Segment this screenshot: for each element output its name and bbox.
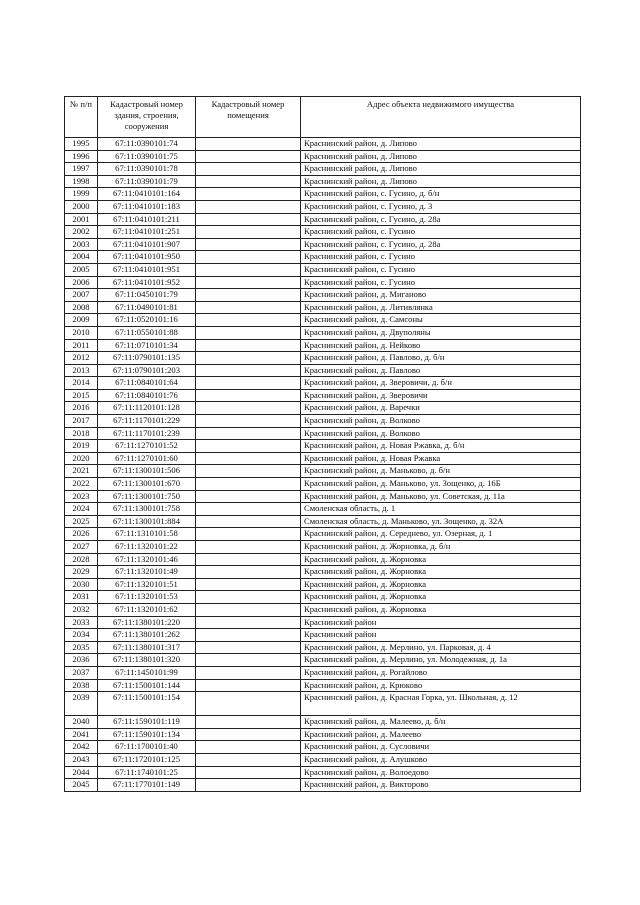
building-cadastral-number: 67:11:1590101:134	[98, 728, 196, 741]
property-table	[64, 96, 581, 792]
property-address: Краснинский район, д. Двуполяны	[301, 326, 581, 339]
table-row	[65, 251, 581, 264]
row-number: 2002	[65, 226, 98, 239]
table-row	[65, 478, 581, 491]
room-cadastral-number	[196, 779, 301, 792]
row-number: 2022	[65, 478, 98, 491]
table-row	[65, 528, 581, 541]
property-address: Краснинский район, с. Гусино	[301, 251, 581, 264]
property-address: Краснинский район, д. Крюково	[301, 679, 581, 692]
building-cadastral-number: 67:11:0410101:211	[98, 213, 196, 226]
building-cadastral-number: 67:11:1380101:220	[98, 616, 196, 629]
table-row	[65, 553, 581, 566]
room-cadastral-number	[196, 175, 301, 188]
table-row	[65, 541, 581, 554]
room-cadastral-number	[196, 276, 301, 289]
row-number: 2010	[65, 326, 98, 339]
building-cadastral-number: 67:11:1120101:128	[98, 402, 196, 415]
building-cadastral-number: 67:11:0550101:88	[98, 326, 196, 339]
table-row	[65, 415, 581, 428]
room-cadastral-number	[196, 666, 301, 679]
row-number: 2028	[65, 553, 98, 566]
building-cadastral-number: 67:11:1320101:46	[98, 553, 196, 566]
table-row	[65, 326, 581, 339]
table-row	[65, 226, 581, 239]
row-number: 2017	[65, 415, 98, 428]
room-cadastral-number	[196, 163, 301, 176]
building-cadastral-number: 67:11:0490101:81	[98, 301, 196, 314]
property-address: Краснинский район, д. Волоедово	[301, 766, 581, 779]
row-number: 1996	[65, 150, 98, 163]
building-cadastral-number: 67:11:1500101:154	[98, 692, 196, 716]
building-cadastral-number: 67:11:1500101:144	[98, 679, 196, 692]
table-row	[65, 289, 581, 302]
property-address: Краснинский район, д. Маньково, ул. Зощенко, д. 16Б	[301, 478, 581, 491]
row-number: 2007	[65, 289, 98, 302]
property-address: Краснинский район, д. Маньково, ул. Советская, д. 11а	[301, 490, 581, 503]
table-row	[65, 238, 581, 251]
table-row	[65, 490, 581, 503]
building-cadastral-number: 67:11:0390101:75	[98, 150, 196, 163]
table-row	[65, 679, 581, 692]
property-address: Краснинский район, с. Гусино	[301, 226, 581, 239]
row-number: 1995	[65, 138, 98, 151]
property-address: Краснинский район, д. Липово	[301, 175, 581, 188]
room-cadastral-number	[196, 339, 301, 352]
building-cadastral-number: 67:11:1320101:51	[98, 578, 196, 591]
property-address: Краснинский район, с. Гусино, д. 28а	[301, 238, 581, 251]
building-cadastral-number: 67:11:0450101:79	[98, 289, 196, 302]
row-number: 2015	[65, 389, 98, 402]
property-address: Краснинский район, д. Малеево	[301, 728, 581, 741]
row-number: 1998	[65, 175, 98, 188]
property-address: Краснинский район, д. Новая Ржавка, д. б/н	[301, 440, 581, 453]
room-cadastral-number	[196, 578, 301, 591]
property-address: Краснинский район, д. Жорновка	[301, 553, 581, 566]
table-row	[65, 766, 581, 779]
building-cadastral-number: 67:11:1320101:22	[98, 541, 196, 554]
building-cadastral-number: 67:11:0410101:907	[98, 238, 196, 251]
property-address: Краснинский район, д. Середнево, ул. Озерная, д. 1	[301, 528, 581, 541]
table-row	[65, 402, 581, 415]
row-number: 2036	[65, 654, 98, 667]
room-cadastral-number	[196, 251, 301, 264]
property-address: Краснинский район, д. Мерлино, ул. Молодежная, д. 1а	[301, 654, 581, 667]
table-row	[65, 200, 581, 213]
table-row	[65, 175, 581, 188]
building-cadastral-number: 67:11:1770101:149	[98, 779, 196, 792]
property-address: Краснинский район, д. Самсоны	[301, 314, 581, 327]
table-row	[65, 654, 581, 667]
table-row	[65, 163, 581, 176]
property-address: Краснинский район, д. Волково	[301, 415, 581, 428]
room-cadastral-number	[196, 138, 301, 151]
building-cadastral-number: 67:11:0790101:203	[98, 364, 196, 377]
row-number: 2020	[65, 452, 98, 465]
building-cadastral-number: 67:11:1450101:99	[98, 666, 196, 679]
property-address: Смоленская область, д. Маньково, ул. Зощенко, д. 32А	[301, 515, 581, 528]
row-number: 2006	[65, 276, 98, 289]
building-cadastral-number: 67:11:1270101:52	[98, 440, 196, 453]
building-cadastral-number: 67:11:1720101:125	[98, 753, 196, 766]
row-number: 2012	[65, 352, 98, 365]
building-cadastral-number: 67:11:1320101:62	[98, 603, 196, 616]
row-number: 2035	[65, 641, 98, 654]
building-cadastral-number: 67:11:0840101:76	[98, 389, 196, 402]
property-address: Краснинский район, д. Рогайлово	[301, 666, 581, 679]
row-number: 2009	[65, 314, 98, 327]
building-cadastral-number: 67:11:1380101:320	[98, 654, 196, 667]
property-address: Краснинский район, д. Миганово	[301, 289, 581, 302]
property-address: Краснинский район, д. Липово	[301, 150, 581, 163]
room-cadastral-number	[196, 629, 301, 642]
room-cadastral-number	[196, 641, 301, 654]
table-header-row	[65, 97, 581, 138]
property-address: Краснинский район, д. Павлово, д. б/н	[301, 352, 581, 365]
header-number: № п/п	[65, 97, 98, 138]
building-cadastral-number: 67:11:1310101:58	[98, 528, 196, 541]
row-number: 2001	[65, 213, 98, 226]
room-cadastral-number	[196, 427, 301, 440]
table-row	[65, 578, 581, 591]
row-number: 2013	[65, 364, 98, 377]
room-cadastral-number	[196, 515, 301, 528]
table-row	[65, 188, 581, 201]
room-cadastral-number	[196, 728, 301, 741]
table-row	[65, 641, 581, 654]
table-row	[65, 779, 581, 792]
room-cadastral-number	[196, 553, 301, 566]
room-cadastral-number	[196, 415, 301, 428]
row-number: 2030	[65, 578, 98, 591]
room-cadastral-number	[196, 541, 301, 554]
table-row	[65, 339, 581, 352]
row-number: 2041	[65, 728, 98, 741]
table-row	[65, 440, 581, 453]
building-cadastral-number: 67:11:1300101:884	[98, 515, 196, 528]
building-cadastral-number: 67:11:0390101:79	[98, 175, 196, 188]
property-address: Краснинский район, с. Гусино	[301, 276, 581, 289]
room-cadastral-number	[196, 389, 301, 402]
row-number: 2021	[65, 465, 98, 478]
row-number: 2027	[65, 541, 98, 554]
room-cadastral-number	[196, 200, 301, 213]
building-cadastral-number: 67:11:0790101:135	[98, 352, 196, 365]
table-row	[65, 591, 581, 604]
room-cadastral-number	[196, 679, 301, 692]
row-number: 2000	[65, 200, 98, 213]
table-row	[65, 603, 581, 616]
table-row	[65, 213, 581, 226]
property-address: Краснинский район, д. Зверовичи, д. б/н	[301, 377, 581, 390]
building-cadastral-number: 67:11:0410101:251	[98, 226, 196, 239]
row-number: 2023	[65, 490, 98, 503]
table-row	[65, 276, 581, 289]
room-cadastral-number	[196, 226, 301, 239]
building-cadastral-number: 67:11:0410101:951	[98, 263, 196, 276]
property-address: Краснинский район, д. Липово	[301, 163, 581, 176]
room-cadastral-number	[196, 213, 301, 226]
row-number: 2025	[65, 515, 98, 528]
building-cadastral-number: 67:11:1300101:506	[98, 465, 196, 478]
property-address: Краснинский район	[301, 616, 581, 629]
property-address: Смоленская область, д. 1	[301, 503, 581, 516]
room-cadastral-number	[196, 490, 301, 503]
room-cadastral-number	[196, 741, 301, 754]
table-row	[65, 452, 581, 465]
room-cadastral-number	[196, 465, 301, 478]
room-cadastral-number	[196, 528, 301, 541]
building-cadastral-number: 67:11:1380101:262	[98, 629, 196, 642]
row-number: 2011	[65, 339, 98, 352]
table-row	[65, 377, 581, 390]
row-number: 2031	[65, 591, 98, 604]
property-address: Краснинский район, д. Алушково	[301, 753, 581, 766]
building-cadastral-number: 67:11:1320101:49	[98, 566, 196, 579]
table-row	[65, 427, 581, 440]
table-row	[65, 389, 581, 402]
building-cadastral-number: 67:11:0520101:16	[98, 314, 196, 327]
building-cadastral-number: 67:11:1320101:53	[98, 591, 196, 604]
room-cadastral-number	[196, 326, 301, 339]
table-row	[65, 503, 581, 516]
building-cadastral-number: 67:11:0390101:74	[98, 138, 196, 151]
room-cadastral-number	[196, 766, 301, 779]
room-cadastral-number	[196, 654, 301, 667]
row-number: 2038	[65, 679, 98, 692]
row-number: 2026	[65, 528, 98, 541]
row-number: 2045	[65, 779, 98, 792]
row-number: 2029	[65, 566, 98, 579]
document-page	[64, 96, 580, 792]
property-address: Краснинский район, д. Варечки	[301, 402, 581, 415]
property-address: Краснинский район, д. Малеево, д. б/н	[301, 716, 581, 729]
row-number: 2018	[65, 427, 98, 440]
table-row	[65, 629, 581, 642]
table-row	[65, 352, 581, 365]
table-row	[65, 616, 581, 629]
row-number: 2024	[65, 503, 98, 516]
table-row	[65, 728, 581, 741]
room-cadastral-number	[196, 603, 301, 616]
property-address: Краснинский район, д. Жорновка	[301, 566, 581, 579]
table-row	[65, 138, 581, 151]
table-row	[65, 314, 581, 327]
row-number: 2014	[65, 377, 98, 390]
room-cadastral-number	[196, 289, 301, 302]
table-row	[65, 716, 581, 729]
header-building-cadastral: Кадастровый номер здания, строения, сооружения	[98, 97, 196, 138]
property-address: Краснинский район, д. Жорновка	[301, 591, 581, 604]
property-address: Краснинский район, д. Литивлянка	[301, 301, 581, 314]
row-number: 2003	[65, 238, 98, 251]
building-cadastral-number: 67:11:1300101:750	[98, 490, 196, 503]
building-cadastral-number: 67:11:1170101:239	[98, 427, 196, 440]
room-cadastral-number	[196, 402, 301, 415]
building-cadastral-number: 67:11:0840101:64	[98, 377, 196, 390]
row-number: 2043	[65, 753, 98, 766]
row-number: 2004	[65, 251, 98, 264]
room-cadastral-number	[196, 692, 301, 716]
property-address: Краснинский район, д. Волково	[301, 427, 581, 440]
building-cadastral-number: 67:11:0390101:78	[98, 163, 196, 176]
property-address: Краснинский район, с. Гусино, д. 28а	[301, 213, 581, 226]
table-row	[65, 150, 581, 163]
property-address: Краснинский район, д. Сусловичи	[301, 741, 581, 754]
row-number: 2037	[65, 666, 98, 679]
room-cadastral-number	[196, 188, 301, 201]
row-number: 2040	[65, 716, 98, 729]
table-row	[65, 566, 581, 579]
row-number: 2019	[65, 440, 98, 453]
table-row	[65, 263, 581, 276]
row-number: 2032	[65, 603, 98, 616]
table-row	[65, 364, 581, 377]
building-cadastral-number: 67:11:1380101:317	[98, 641, 196, 654]
building-cadastral-number: 67:11:0410101:952	[98, 276, 196, 289]
property-address: Краснинский район, д. Жорновка, д. б/н	[301, 541, 581, 554]
row-number: 2039	[65, 692, 98, 716]
row-number: 2034	[65, 629, 98, 642]
room-cadastral-number	[196, 352, 301, 365]
room-cadastral-number	[196, 716, 301, 729]
room-cadastral-number	[196, 301, 301, 314]
row-number: 2016	[65, 402, 98, 415]
property-address: Краснинский район, д. Викторово	[301, 779, 581, 792]
building-cadastral-number: 67:11:1170101:229	[98, 415, 196, 428]
room-cadastral-number	[196, 566, 301, 579]
table-row	[65, 753, 581, 766]
property-address: Краснинский район, д. Липово	[301, 138, 581, 151]
room-cadastral-number	[196, 263, 301, 276]
property-address: Краснинский район, д. Мерлино, ул. Парковая, д. 4	[301, 641, 581, 654]
row-number: 1999	[65, 188, 98, 201]
row-number: 2033	[65, 616, 98, 629]
building-cadastral-number: 67:11:0410101:950	[98, 251, 196, 264]
property-address: Краснинский район, д. Павлово	[301, 364, 581, 377]
property-address: Краснинский район, д. Нейково	[301, 339, 581, 352]
room-cadastral-number	[196, 452, 301, 465]
room-cadastral-number	[196, 314, 301, 327]
table-row	[65, 301, 581, 314]
property-address: Краснинский район	[301, 629, 581, 642]
table-row	[65, 666, 581, 679]
row-number: 1997	[65, 163, 98, 176]
header-address: Адрес объекта недвижимого имущества	[301, 97, 581, 138]
building-cadastral-number: 67:11:0710101:34	[98, 339, 196, 352]
building-cadastral-number: 67:11:1270101:60	[98, 452, 196, 465]
row-number: 2005	[65, 263, 98, 276]
table-row	[65, 741, 581, 754]
header-room-cadastral: Кадастровый номер помещения	[196, 97, 301, 138]
room-cadastral-number	[196, 591, 301, 604]
table-row	[65, 465, 581, 478]
property-address: Краснинский район, д. Жорновка	[301, 578, 581, 591]
table-row	[65, 515, 581, 528]
building-cadastral-number: 67:11:0410101:164	[98, 188, 196, 201]
table-row	[65, 692, 581, 716]
row-number: 2008	[65, 301, 98, 314]
room-cadastral-number	[196, 440, 301, 453]
property-address: Краснинский район, с. Гусино, д. 3	[301, 200, 581, 213]
property-address: Краснинский район, д. Маньково, д. б/н	[301, 465, 581, 478]
room-cadastral-number	[196, 616, 301, 629]
property-address: Краснинский район, д. Новая Ржавка	[301, 452, 581, 465]
property-address: Краснинский район, д. Жорновка	[301, 603, 581, 616]
building-cadastral-number: 67:11:1740101:25	[98, 766, 196, 779]
room-cadastral-number	[196, 503, 301, 516]
property-address: Краснинский район, д. Красная Горка, ул. Школьная, д. 12	[301, 692, 581, 716]
building-cadastral-number: 67:11:1300101:758	[98, 503, 196, 516]
building-cadastral-number: 67:11:1590101:119	[98, 716, 196, 729]
property-address: Краснинский район, д. Зверовичи	[301, 389, 581, 402]
room-cadastral-number	[196, 377, 301, 390]
building-cadastral-number: 67:11:0410101:183	[98, 200, 196, 213]
row-number: 2042	[65, 741, 98, 754]
table-body	[65, 138, 581, 792]
property-address: Краснинский район, с. Гусино, д. б/н	[301, 188, 581, 201]
room-cadastral-number	[196, 238, 301, 251]
building-cadastral-number: 67:11:1700101:40	[98, 741, 196, 754]
room-cadastral-number	[196, 753, 301, 766]
room-cadastral-number	[196, 364, 301, 377]
property-address: Краснинский район, с. Гусино	[301, 263, 581, 276]
building-cadastral-number: 67:11:1300101:670	[98, 478, 196, 491]
room-cadastral-number	[196, 478, 301, 491]
room-cadastral-number	[196, 150, 301, 163]
row-number: 2044	[65, 766, 98, 779]
